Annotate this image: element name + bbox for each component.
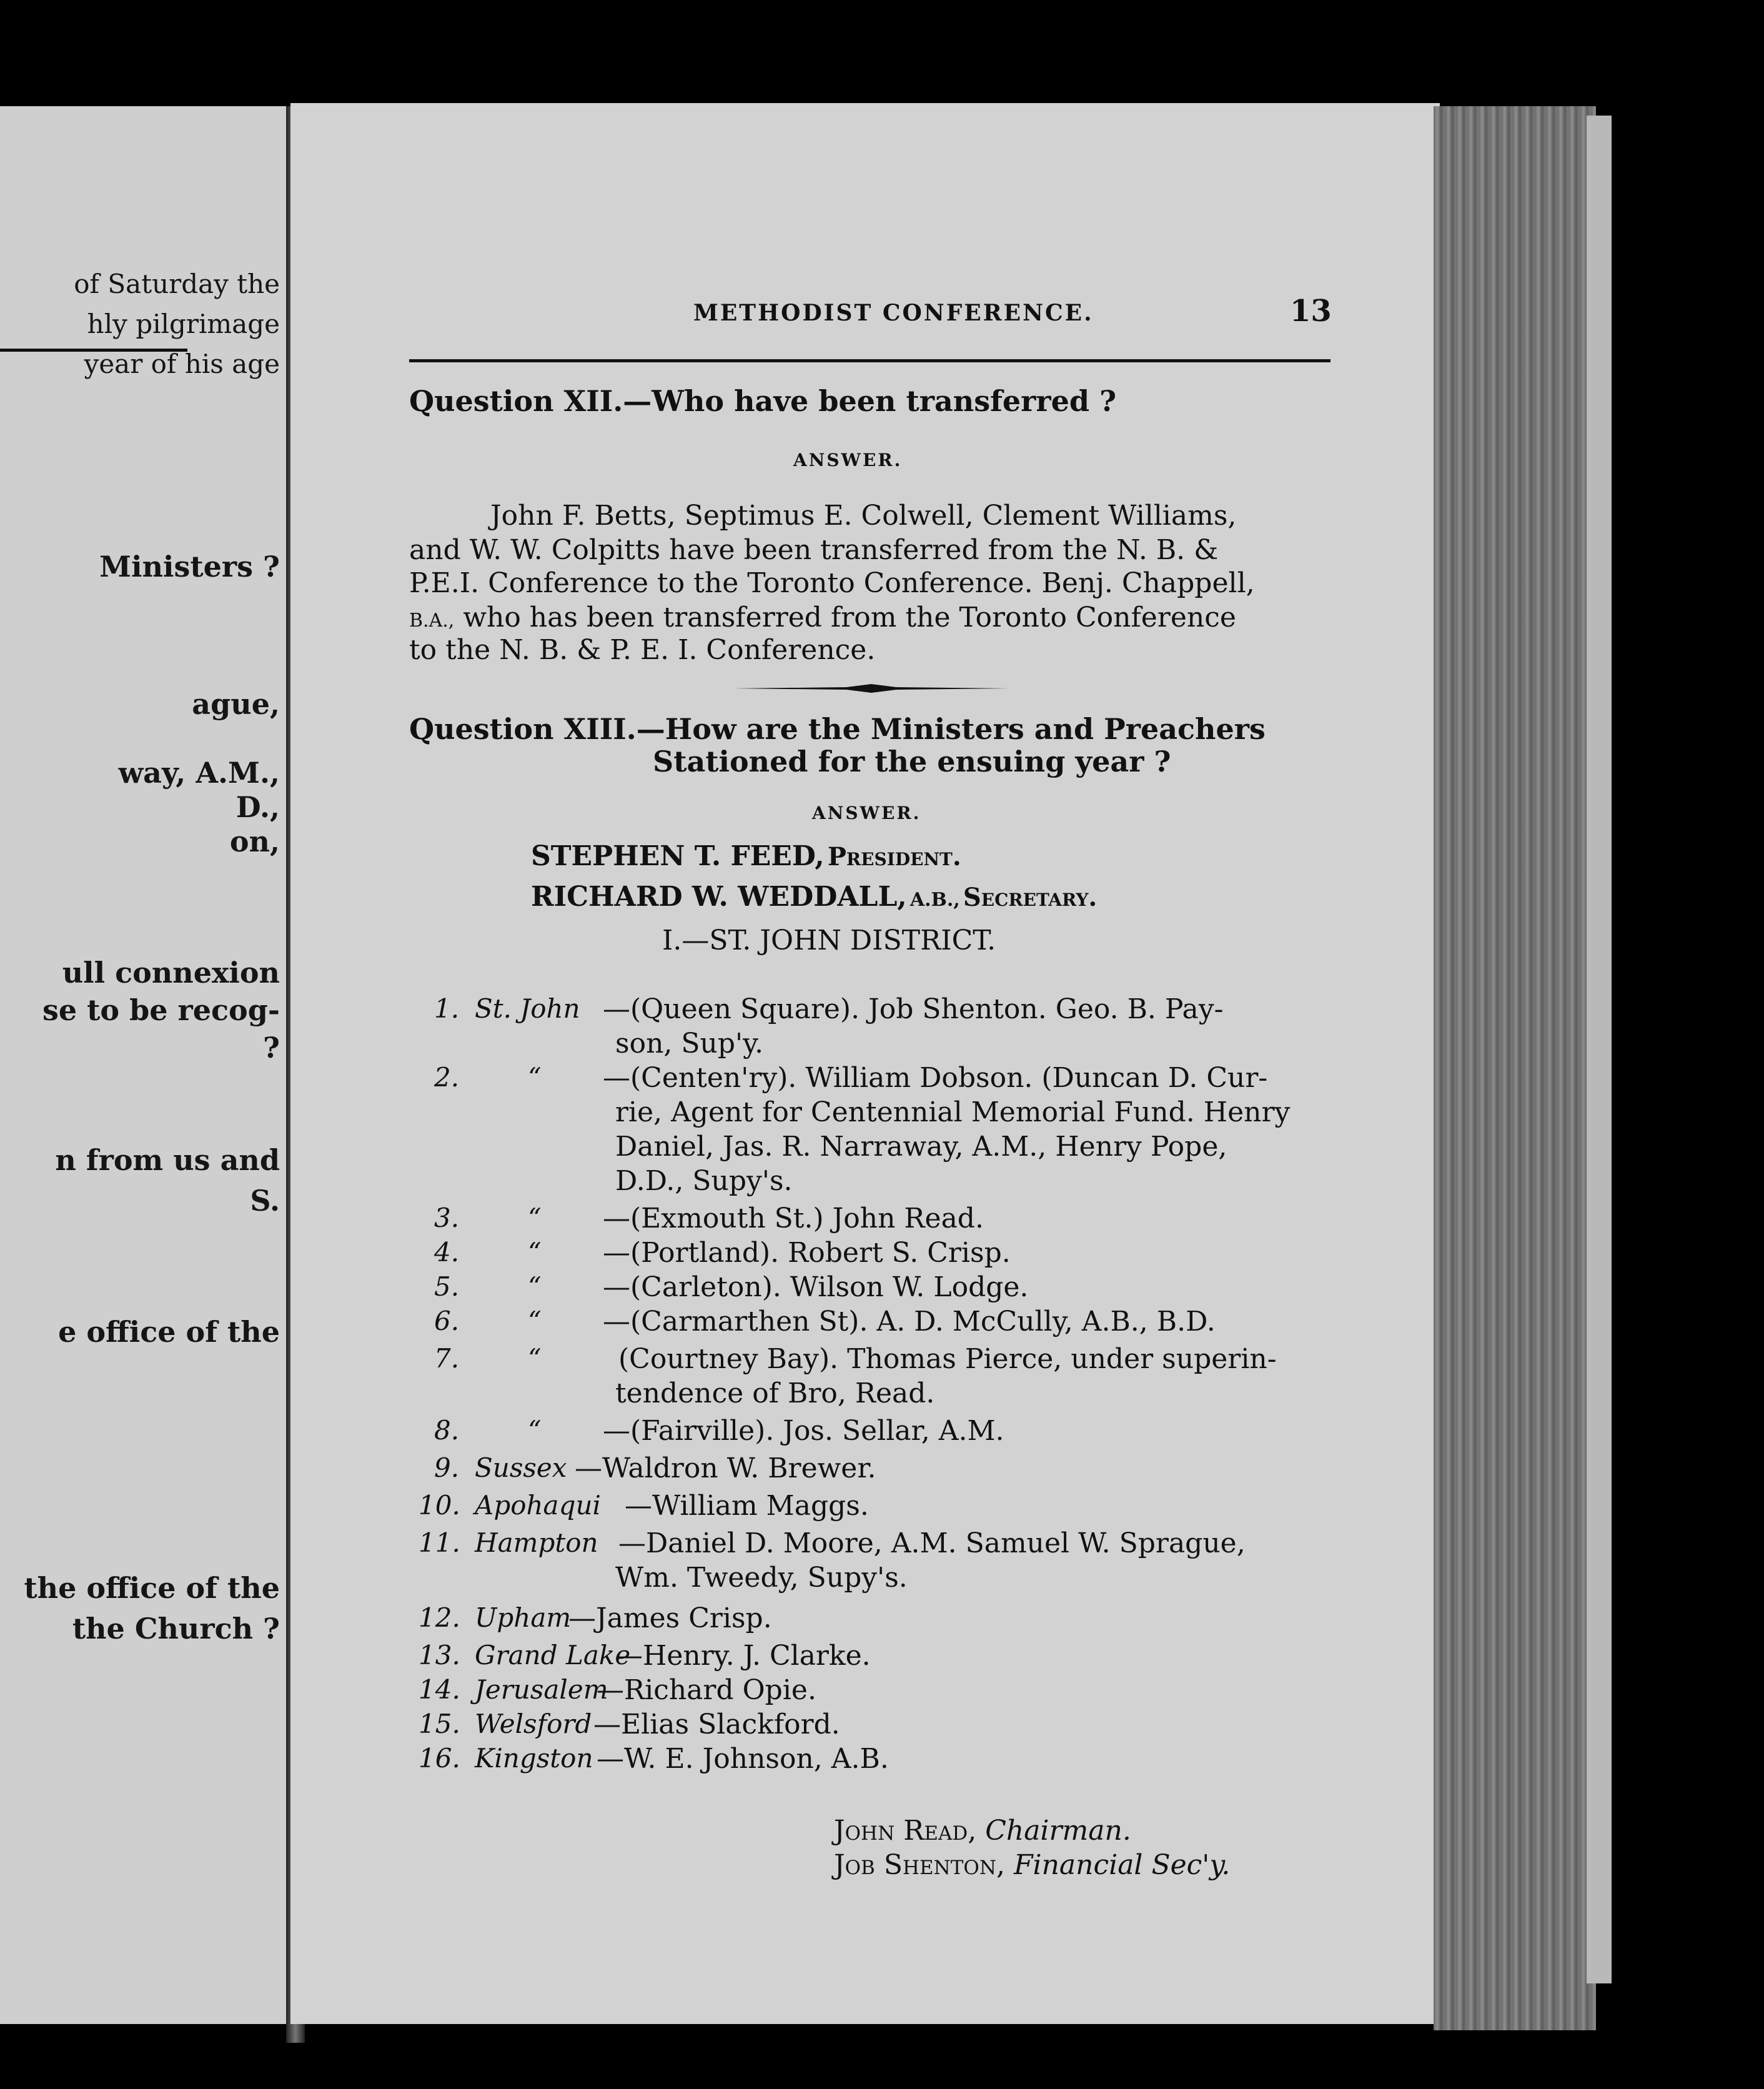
left-page-line: Ministers ? xyxy=(99,550,280,583)
left-page-line: hly pilgrimage xyxy=(87,309,280,339)
secretary-role: Secretary. xyxy=(963,883,1098,912)
question-13-title-line-2: Stationed for the ensuing year ? xyxy=(653,745,1171,778)
financial-secretary-name: Job Shenton, xyxy=(834,1849,1005,1881)
station-text-line: —(Carmarthen St). A. D. McCully, A.B., B.D. xyxy=(603,1306,1216,1337)
station-place: Jerusalem xyxy=(475,1674,608,1705)
station-number: 13. xyxy=(419,1640,460,1670)
question-12-title: Question XII.—Who have been transferred ? xyxy=(409,384,1117,418)
section-ornament xyxy=(734,684,1009,693)
station-number: 4. xyxy=(434,1237,460,1268)
left-page-line: ? xyxy=(263,1031,280,1064)
station-number: 7. xyxy=(434,1343,460,1374)
station-place: “ xyxy=(528,1306,542,1336)
secretary-line xyxy=(531,881,1097,913)
station-text-line: tendence of Bro, Read. xyxy=(615,1377,935,1409)
station-text-line: Wm. Tweedy, Supy's. xyxy=(615,1562,908,1594)
station-text-line: —Waldron W. Brewer. xyxy=(575,1452,876,1484)
station-place: “ xyxy=(528,1415,542,1446)
signature-chairman xyxy=(834,1815,1131,1847)
station-place: St. John xyxy=(475,993,580,1024)
president-name: STEPHEN T. FEED, xyxy=(531,840,825,872)
station-number: 15. xyxy=(419,1709,460,1739)
q12-line-5: to the N. B. & P. E. I. Conference. xyxy=(409,634,876,666)
left-page xyxy=(0,106,294,2024)
q12-line-3: P.E.I. Conference to the Toronto Conference. Benj. Chappell, xyxy=(409,567,1255,599)
station-text-line: son, Sup'y. xyxy=(615,1028,764,1059)
station-text-line: Daniel, Jas. R. Narraway, A.M., Henry Pope, xyxy=(615,1131,1227,1163)
station-place: “ xyxy=(528,1062,542,1093)
station-text-line: —Henry. J. Clarke. xyxy=(615,1640,871,1672)
station-text-line: —(Centen'ry). William Dobson. (Duncan D. Cur- xyxy=(603,1062,1268,1094)
chairman-role: Chairman. xyxy=(985,1815,1131,1847)
station-text-line: —(Queen Square). Job Shenton. Geo. B. Pay- xyxy=(603,993,1224,1025)
station-text-line: —Elias Slackford. xyxy=(593,1709,840,1740)
station-text-line: (Courtney Bay). Thomas Pierce, under superin- xyxy=(618,1343,1277,1375)
station-place: “ xyxy=(528,1237,542,1268)
president-role: President. xyxy=(827,842,961,871)
left-page-line: ull connexion xyxy=(62,956,280,990)
station-number: 14. xyxy=(419,1674,460,1705)
left-page-line: ague, xyxy=(192,687,280,721)
financial-secretary-role: Financial Sec'y. xyxy=(1013,1849,1231,1881)
q12-line-2: and W. W. Colpitts have been transferred from the N. B. & xyxy=(409,534,1219,566)
station-number: 6. xyxy=(434,1306,460,1336)
station-place: Welsford xyxy=(475,1709,592,1739)
station-number: 2. xyxy=(434,1062,460,1093)
station-number: 16. xyxy=(419,1743,460,1774)
left-page-line: of Saturday the xyxy=(74,269,280,299)
q12-line-4 xyxy=(409,602,1236,633)
question-13-answer-label: ANSWER. xyxy=(812,803,921,823)
district-heading: I.—ST. JOHN DISTRICT. xyxy=(662,925,996,956)
station-place: Hampton xyxy=(475,1527,598,1558)
station-text-line: —(Fairville). Jos. Sellar, A.M. xyxy=(603,1415,1004,1447)
left-page-line: way, A.M., xyxy=(118,756,280,790)
left-page-line: n from us and xyxy=(55,1143,280,1177)
station-place: Kingston xyxy=(475,1743,593,1774)
station-number: 3. xyxy=(434,1203,460,1233)
station-text-line: rie, Agent for Centennial Memorial Fund. Henry xyxy=(615,1096,1291,1128)
running-header: METHODIST CONFERENCE. xyxy=(693,300,1094,326)
station-place: Grand Lake xyxy=(475,1640,631,1670)
question-12-answer-label: ANSWER. xyxy=(793,450,903,470)
header-rule xyxy=(409,359,1330,362)
station-place: Apohaqui xyxy=(475,1490,601,1521)
station-place: “ xyxy=(528,1203,542,1233)
station-place: Upham xyxy=(475,1602,572,1633)
station-number: 11. xyxy=(419,1527,460,1558)
page-edges xyxy=(1434,106,1596,2030)
station-text-line: D.D., Supy's. xyxy=(615,1165,793,1197)
station-number: 10. xyxy=(419,1490,460,1521)
secretary-degree: A.B., xyxy=(909,889,960,911)
station-text-line: —(Portland). Robert S. Crisp. xyxy=(603,1237,1011,1269)
station-text-line: —James Crisp. xyxy=(568,1602,772,1634)
left-page-line: year of his age xyxy=(84,349,280,379)
question-13-title-line-1: Question XIII.—How are the Ministers and Preachers xyxy=(409,712,1266,746)
left-page-line: on, xyxy=(229,825,280,858)
left-page-line: the office of the xyxy=(24,1571,280,1605)
cover-edge xyxy=(1587,116,1612,1983)
station-number: 12. xyxy=(419,1602,460,1633)
station-text-line: —W. E. Johnson, A.B. xyxy=(597,1743,889,1775)
station-place: Sussex xyxy=(475,1452,567,1483)
chairman-name: John Read, xyxy=(834,1815,977,1847)
q12-degree: B.A., xyxy=(409,610,455,632)
station-place: “ xyxy=(528,1271,542,1302)
station-place: “ xyxy=(528,1343,542,1374)
station-text-line: —Daniel D. Moore, A.M. Samuel W. Sprague, xyxy=(618,1527,1246,1559)
station-number: 8. xyxy=(434,1415,460,1446)
station-text-line: —(Exmouth St.) John Read. xyxy=(603,1203,984,1234)
station-text-line: —William Maggs. xyxy=(625,1490,869,1522)
left-page-line: e office of the xyxy=(58,1315,280,1349)
station-number: 9. xyxy=(434,1452,460,1483)
left-page-line: D., xyxy=(235,790,280,824)
station-number: 1. xyxy=(434,993,460,1024)
left-page-line: se to be recog- xyxy=(42,993,280,1027)
page-number: 13 xyxy=(1290,294,1332,329)
left-page-line: the Church ? xyxy=(72,1612,280,1645)
q12-line-4-text: who has been transferred from the Toronto Conference xyxy=(463,602,1236,633)
president-line xyxy=(531,840,961,872)
station-text-line: —(Carleton). Wilson W. Lodge. xyxy=(603,1271,1029,1303)
left-page-line: S. xyxy=(250,1184,280,1218)
station-number: 5. xyxy=(434,1271,460,1302)
secretary-name: RICHARD W. WEDDALL, xyxy=(531,881,907,913)
signature-financial-secretary xyxy=(834,1849,1230,1881)
station-text-line: —Richard Opie. xyxy=(597,1674,816,1706)
q12-line-1: John F. Betts, Septimus E. Colwell, Clement Williams, xyxy=(490,500,1237,532)
